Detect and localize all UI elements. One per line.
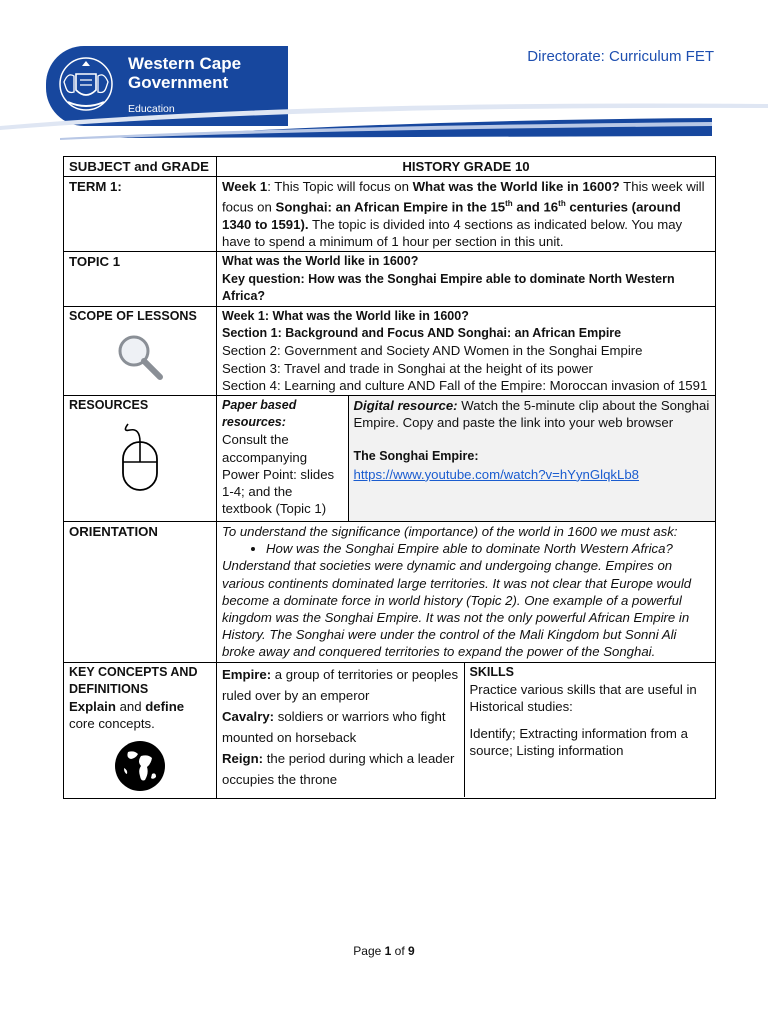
directorate-title: Directorate: Curriculum FET bbox=[527, 48, 714, 65]
org-department: Education bbox=[128, 103, 175, 115]
concept-reign: Reign: the period during which a leader occupies the throne bbox=[222, 750, 455, 787]
term-description: Week 1: This Topic will focus on What was the World like in 1600? This week will focus on Songhai: an African Empire in the 15th and 16th centuries (around 1340 to 1591). The topic is divided into 4 sections as indicated below. You may have to spend a minimum of 1 hour per section in this unit. bbox=[217, 177, 716, 252]
subject-row bbox=[64, 157, 716, 177]
resources-label: RESOURCES bbox=[69, 398, 149, 413]
skills-title: SKILLS bbox=[469, 664, 514, 679]
orientation-row bbox=[64, 522, 716, 663]
term-label: TERM 1: bbox=[64, 177, 217, 252]
subject-label: SUBJECT and GRADE bbox=[64, 157, 217, 177]
concept-empire: Empire: a group of territories or peoples ruled over by an emperor bbox=[222, 666, 459, 703]
page-header bbox=[0, 0, 768, 140]
scope-row bbox=[64, 307, 716, 396]
topic-label: TOPIC 1 bbox=[64, 252, 217, 307]
page-number: Page 1 of 9 bbox=[353, 944, 415, 958]
scope-label-cell bbox=[64, 307, 217, 396]
paper-resources: Paper based resources: Consult the accompanying Power Point: slides 1-4; and the textbook (Topic 1) bbox=[217, 396, 348, 521]
mouse-icon bbox=[120, 420, 160, 494]
magnifier-icon bbox=[112, 331, 168, 383]
scope-label: SCOPE OF LESSONS bbox=[69, 309, 197, 324]
topic-row bbox=[64, 252, 716, 307]
globe-icon bbox=[114, 740, 166, 792]
subject-value: HISTORY GRADE 10 bbox=[217, 157, 716, 177]
orientation-text: To understand the significance (importance) of the world in 1600 we must ask: • How was the Songhai Empire able to dominate North Western Africa? Understand that societies were dynamic and undergoing change. Empires on various continents dominated large territories. It was not clear that Europe would become a dominate force in world history (Topic 2). One example of a powerful kingdom was the Songhai Empire. It was not the only powerful African Empire in History. The Songhai were under the control of the Mali Kingdom but Sonni Ali broke away and conquered territories to expand the power of the Songhai. bbox=[217, 522, 716, 663]
key-concepts-label: KEY CONCEPTS AND DEFINITIONS bbox=[69, 664, 198, 696]
digital-resources: Digital resource: Watch the 5-minute clip about the Songhai Empire. Copy and paste the link into your web browser The Songhai Empire: https://www.youtube.com/watch?v=hYynGlqkLb8 bbox=[348, 396, 715, 521]
term-row bbox=[64, 177, 716, 252]
video-link[interactable]: https://www.youtube.com/watch?v=hYynGlqkLb8 bbox=[353, 466, 640, 482]
skills-box: SKILLS Practice various skills that are useful in Historical studies: Identify; Extracting information from a source; Listing information bbox=[464, 663, 715, 797]
orientation-bullet: • How was the Songhai Empire able to dominate North Western Africa? bbox=[266, 540, 710, 557]
concept-cavalry: Cavalry: soldiers or warriors who fight mounted on horseback bbox=[222, 708, 446, 745]
orientation-label: ORIENTATION bbox=[64, 522, 217, 663]
org-name-line2: Government bbox=[128, 73, 229, 92]
resources-label-cell bbox=[64, 396, 217, 522]
org-name-line1: Western Cape bbox=[128, 54, 242, 73]
resources-cell bbox=[217, 396, 716, 522]
concept-definitions bbox=[217, 663, 464, 797]
key-concepts-row bbox=[64, 662, 716, 798]
resources-row bbox=[64, 396, 716, 522]
header-swoosh bbox=[0, 100, 768, 140]
scope-list: Week 1: What was the World like in 1600? Section 1: Background and Focus AND Songhai: an African Empire Section 2: Government and Society AND Women in the Songhai Empire Section 3: Travel and trade in Songhai at the height of its power Section 4: Learning and culture AND Fall of the Empire: Moroccan invasion of 1591 bbox=[217, 307, 716, 396]
topic-description: What was the World like in 1600? Key question: How was the Songhai Empire able to dominate North Western Africa? bbox=[217, 252, 716, 307]
key-concepts-cell bbox=[217, 662, 716, 798]
key-concepts-label-cell: KEY CONCEPTS AND DEFINITIONS Explain and define core concepts. bbox=[64, 662, 217, 798]
lesson-plan-table bbox=[63, 156, 716, 799]
